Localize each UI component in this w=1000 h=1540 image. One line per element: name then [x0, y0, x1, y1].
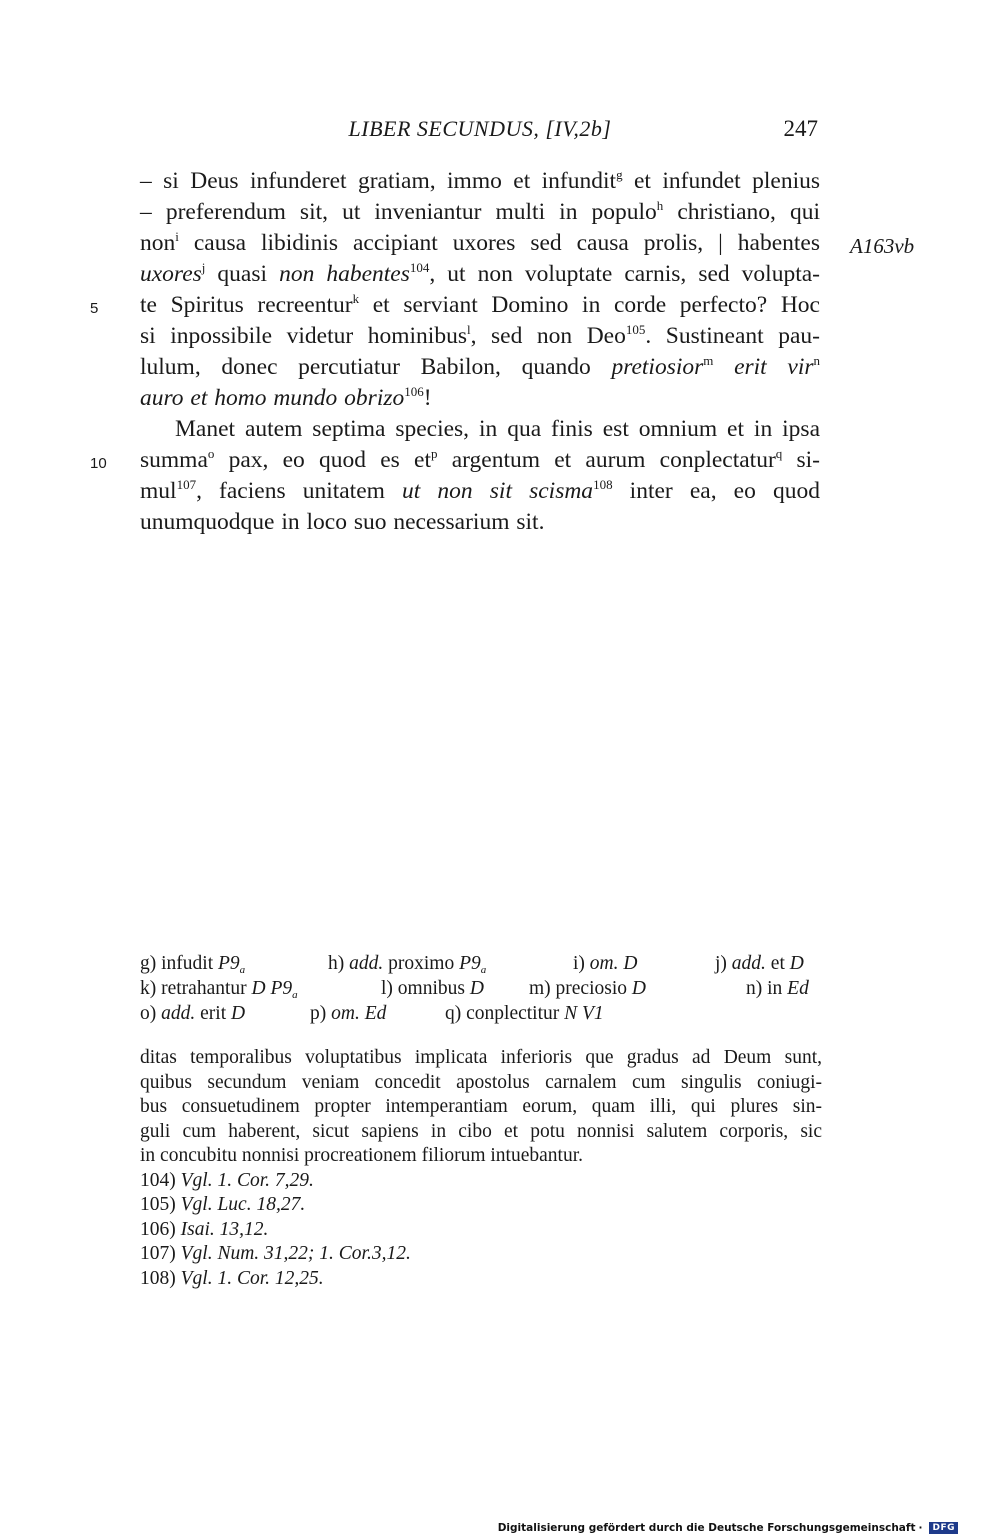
dfg-logo: DFG [929, 1522, 958, 1534]
text-line-7: lulum, donec percutiatur Babilon, quando pretiosior$^m$ erit vir$^n$ [140, 353, 820, 380]
footnotes-section [140, 1046, 822, 1291]
apparatus-entry-k: k) retrahantur D $P9_a$ [140, 978, 298, 1001]
text-line-4: uxores$^j$ quasi non habentes$^{104}$, ut non voluptate carnis, sed volupta- [140, 260, 820, 287]
commentary-line: bus consuetudinem propter intemperantiam eorum, quam illi, qui plures sin- [140, 1096, 822, 1117]
credit-text: Digitalisierung gefördert durch die Deutsche Forschungsgemeinschaft [497, 1522, 916, 1534]
apparatus-entry-j: j) add. et D [715, 953, 804, 974]
apparatus-entry-n: n) in Ed [746, 978, 809, 999]
running-head [140, 112, 820, 146]
footnote-105: 105) Vgl. Luc. 18,27. [140, 1194, 306, 1215]
footnote-108: 108) Vgl. 1. Cor. 12,25. [140, 1267, 324, 1289]
apparatus-entry-l: l) omnibus D [381, 978, 484, 999]
apparatus-entry-q: q) conplectitur N V1 [445, 1003, 604, 1024]
footnote-106: 106) Isai. 13,12. [140, 1218, 269, 1240]
apparatus-entry-p: p) om. Ed [310, 1003, 387, 1024]
text-line-3: non$^i$ causa libidinis accipiant uxores sed causa prolis, | habentes [140, 229, 820, 256]
manuscript-folio-ref: A163vb [850, 234, 915, 258]
apparatus-entry-h: h) add. proximo $P9_a$ [328, 953, 487, 976]
apparatus-row-2 [140, 976, 822, 1001]
commentary-line: quibus secundum veniam concedit apostolus carnalem cum singulis coniugi- [140, 1071, 822, 1093]
footnote-107: 107) Vgl. Num. 31,22; 1. Cor.3,12. [140, 1243, 411, 1264]
text-line-8: auro et homo mundo obrizo$^{106}$! [140, 384, 432, 411]
critical-apparatus [140, 951, 822, 1026]
text-line-12: unumquodque in loco suo necessarium sit. [140, 509, 545, 535]
apparatus-entry-g: g) infudit $P9_a$ [140, 953, 246, 976]
apparatus-entry-m: m) preciosio D [529, 978, 646, 999]
apparatus-row-1 [140, 951, 822, 976]
footnote-104: 104) Vgl. 1. Cor. 7,29. [140, 1169, 314, 1191]
apparatus-entry-i: i) om. D [573, 953, 638, 974]
line-number-10: 10 [90, 455, 107, 472]
commentary-line: in concubitu nonnisi procreationem filiorum intuebantur. [140, 1145, 583, 1166]
text-line-9: Manet autem septima species, in qua finis est omnium et in ipsa [175, 416, 820, 442]
line-number-5: 5 [90, 300, 99, 317]
text-line-1: – si Deus infunderet gratiam, immo et infundit$^g$ et infundet plenius [140, 167, 820, 194]
main-text [140, 166, 820, 538]
text-line-11: mul$^{107}$, faciens unitatem ut non sit scisma$^{108}$ inter ea, eo quod [140, 477, 820, 504]
commentary-line: ditas temporalibus voluptatibus implicata inferioris que gradus ad Deum sunt, [140, 1047, 822, 1068]
text-line-6: si inpossibile videtur hominibus$^l$, sed non Deo$^{105}$. Sustineant pau- [140, 322, 821, 349]
text-line-5: te Spiritus recreentur$^k$ et serviant Domino in corde perfecto? Hoc [140, 291, 820, 318]
commentary-line: guli cum haberent, sicut sapiens in cibo et potu nonnisi salutem corporis, sic [140, 1120, 822, 1142]
page-number: 247 [783, 116, 818, 141]
text-line-10: summa$^o$ pax, eo quod es $et^p$ argentum et aurum conplectatur$^q$ si- [140, 446, 821, 473]
digitization-credit: Digitalisierung gefördert durch die Deutsche Forschungsgemeinschaft · DFG [498, 1522, 958, 1534]
apparatus-row-3 [140, 1001, 822, 1026]
text-line-2: – preferendum sit, ut inveniantur multi in populo$^h$ christiano, qui [140, 198, 820, 225]
apparatus-entry-o: o) add. erit D [140, 1003, 246, 1024]
running-title: LIBER SECUNDUS, [IV,2b] [348, 116, 612, 141]
